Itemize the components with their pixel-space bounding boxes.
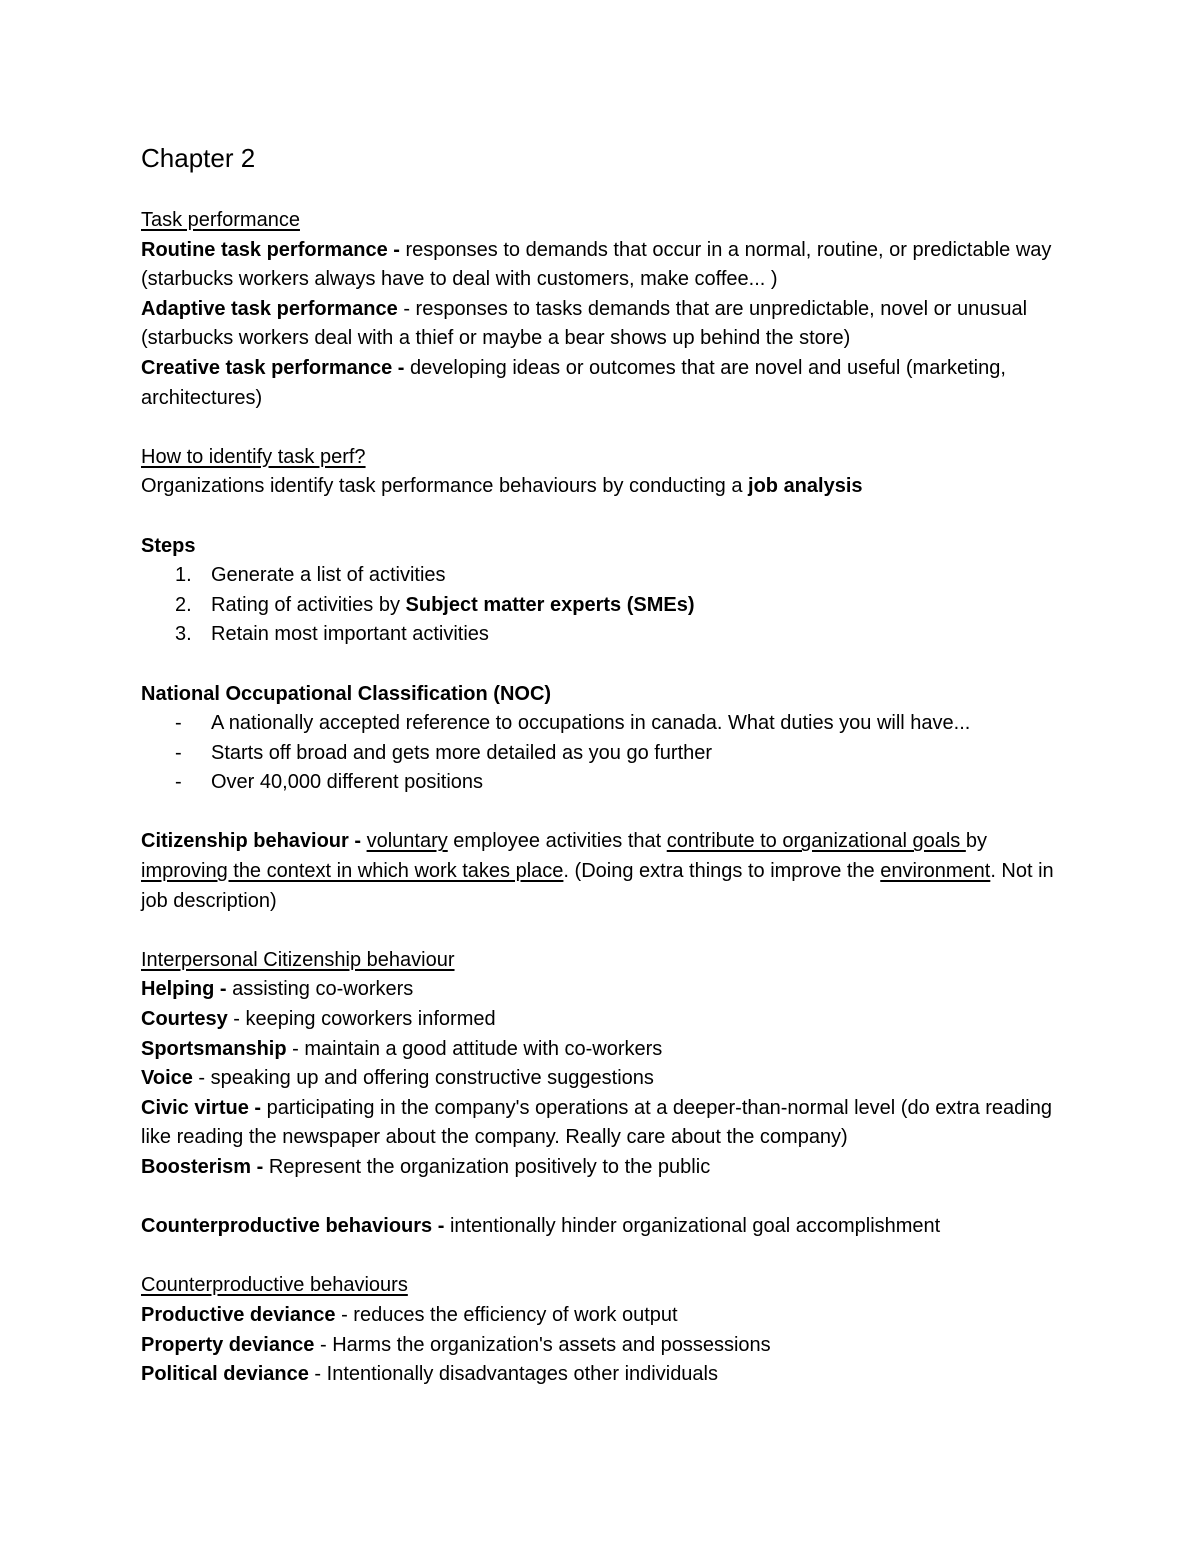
description: intentionally hinder organizational goal accomplishment [449, 1215, 941, 1238]
spacer [141, 1242, 1071, 1272]
dash-bullet: - [175, 741, 182, 764]
definition-counterproductive [141, 1212, 1071, 1242]
list-item [141, 561, 1071, 591]
term: Civic virtue - [141, 1096, 267, 1119]
definition-boosterism [141, 1153, 1071, 1183]
term: Adaptive task performance [141, 297, 398, 320]
term: Counterproductive behaviours - [141, 1215, 450, 1238]
term: Property deviance [141, 1333, 315, 1356]
step-bold: Subject matter experts (SMEs) [405, 593, 695, 616]
definition-productive-deviance [141, 1301, 1071, 1331]
description: - Harms the organization's assets and possessions [314, 1333, 771, 1356]
step-text: Retain most important activities [211, 623, 489, 646]
list-number: 2. [175, 593, 192, 616]
underlined-phrase: voluntary [366, 830, 448, 853]
document-page [141, 138, 1071, 1390]
description: - reduces the efficiency of work output [335, 1303, 678, 1326]
text: employee activities that [447, 830, 667, 853]
definition-citizenship [141, 827, 1071, 916]
spacer [141, 916, 1071, 946]
description: - speaking up and offering constructive suggestions [192, 1067, 654, 1090]
interpersonal-heading: Interpersonal Citizenship behaviour [141, 948, 455, 971]
term: Creative task performance - [141, 356, 411, 379]
steps-heading-text: Steps [141, 534, 196, 557]
page-title: Chapter 2 [141, 143, 256, 173]
underlined-phrase: improving the context in which work takes place [141, 860, 564, 883]
term: Helping - [141, 978, 233, 1001]
term: Political deviance [141, 1363, 309, 1386]
steps-heading [141, 532, 1071, 562]
term: Courtesy [141, 1008, 228, 1031]
list-item [141, 709, 1071, 739]
definition-courtesy [141, 1005, 1071, 1035]
spacer [141, 1183, 1071, 1213]
identify-heading: How to identify task perf? [141, 445, 366, 468]
task-performance-heading: Task performance [141, 209, 300, 231]
definition-routine-task [141, 236, 1071, 295]
term: Boosterism - [141, 1156, 269, 1178]
description: - Intentionally disadvantages other individuals [308, 1363, 718, 1386]
noc-list [141, 709, 1071, 798]
step-text: Generate a list of activities [211, 564, 446, 587]
counterproductive-heading: Counterproductive behaviours [141, 1274, 408, 1297]
list-item [141, 768, 1071, 798]
term: Citizenship behaviour - [141, 830, 367, 853]
noc-text: A nationally accepted reference to occupations in canada. What duties you will have... [211, 712, 971, 735]
spacer [141, 413, 1071, 443]
definition-sportsmanship [141, 1035, 1071, 1065]
definition-civic-virtue [141, 1094, 1071, 1153]
dash-bullet: - [175, 771, 182, 794]
list-item [141, 739, 1071, 769]
description: responses to demands that occur in a normal, routine, or predictable way (starbucks workers always have to deal with customers, make coffee... ) [141, 238, 1052, 291]
term: Routine task performance - [141, 238, 406, 261]
definition-voice [141, 1064, 1071, 1094]
description: - responses to tasks demands that are unpredictable, novel or unusual (starbucks workers deal with a thief or maybe a bear shows up behind the store) [141, 297, 1028, 350]
text: . Not in job description) [141, 860, 1054, 912]
description: - keeping coworkers informed [227, 1008, 496, 1031]
list-number: 3. [175, 623, 192, 646]
noc-text: Over 40,000 different positions [211, 771, 484, 794]
noc-text: Starts off broad and gets more detailed as you go further [211, 741, 713, 764]
definition-political-deviance [141, 1360, 1071, 1390]
description: developing ideas or outcomes that are novel and useful (marketing, architectures) [141, 356, 1006, 409]
definition-adaptive-task [141, 295, 1071, 354]
definition-helping [141, 975, 1071, 1005]
identify-text [141, 472, 1071, 502]
term: Productive deviance [141, 1303, 336, 1326]
underlined-phrase: contribute to organizational goals [666, 830, 966, 853]
definition-property-deviance [141, 1331, 1071, 1361]
list-item [141, 620, 1071, 650]
identify-body: Organizations identify task performance behaviours by conducting a [141, 475, 749, 498]
spacer [141, 798, 1071, 828]
definition-creative-task [141, 354, 1071, 413]
step-text: Rating of activities by [211, 593, 406, 616]
description: Represent the organization positively to the public [268, 1156, 711, 1178]
description: assisting co-workers [232, 978, 414, 1001]
underlined-phrase: environment [880, 860, 991, 883]
spacer [141, 502, 1071, 532]
list-item [141, 591, 1071, 621]
list-number: 1. [175, 564, 192, 587]
description: participating in the company's operations at a deeper-than-normal level (do extra reading like reading the newspaper about the company. Really care about the company) [141, 1096, 1052, 1149]
steps-list [141, 561, 1071, 650]
term: Sportsmanship [141, 1037, 287, 1060]
text: . (Doing extra things to improve the [563, 860, 881, 883]
dash-bullet: - [175, 712, 182, 735]
spacer [141, 650, 1071, 680]
noc-heading-text: National Occupational Classification (NOC) [141, 682, 552, 705]
noc-heading [141, 680, 1071, 710]
term: Voice [141, 1067, 193, 1090]
text: by [965, 830, 987, 853]
description: - maintain a good attitude with co-workers [286, 1037, 663, 1060]
identify-bold: job analysis [748, 475, 863, 498]
